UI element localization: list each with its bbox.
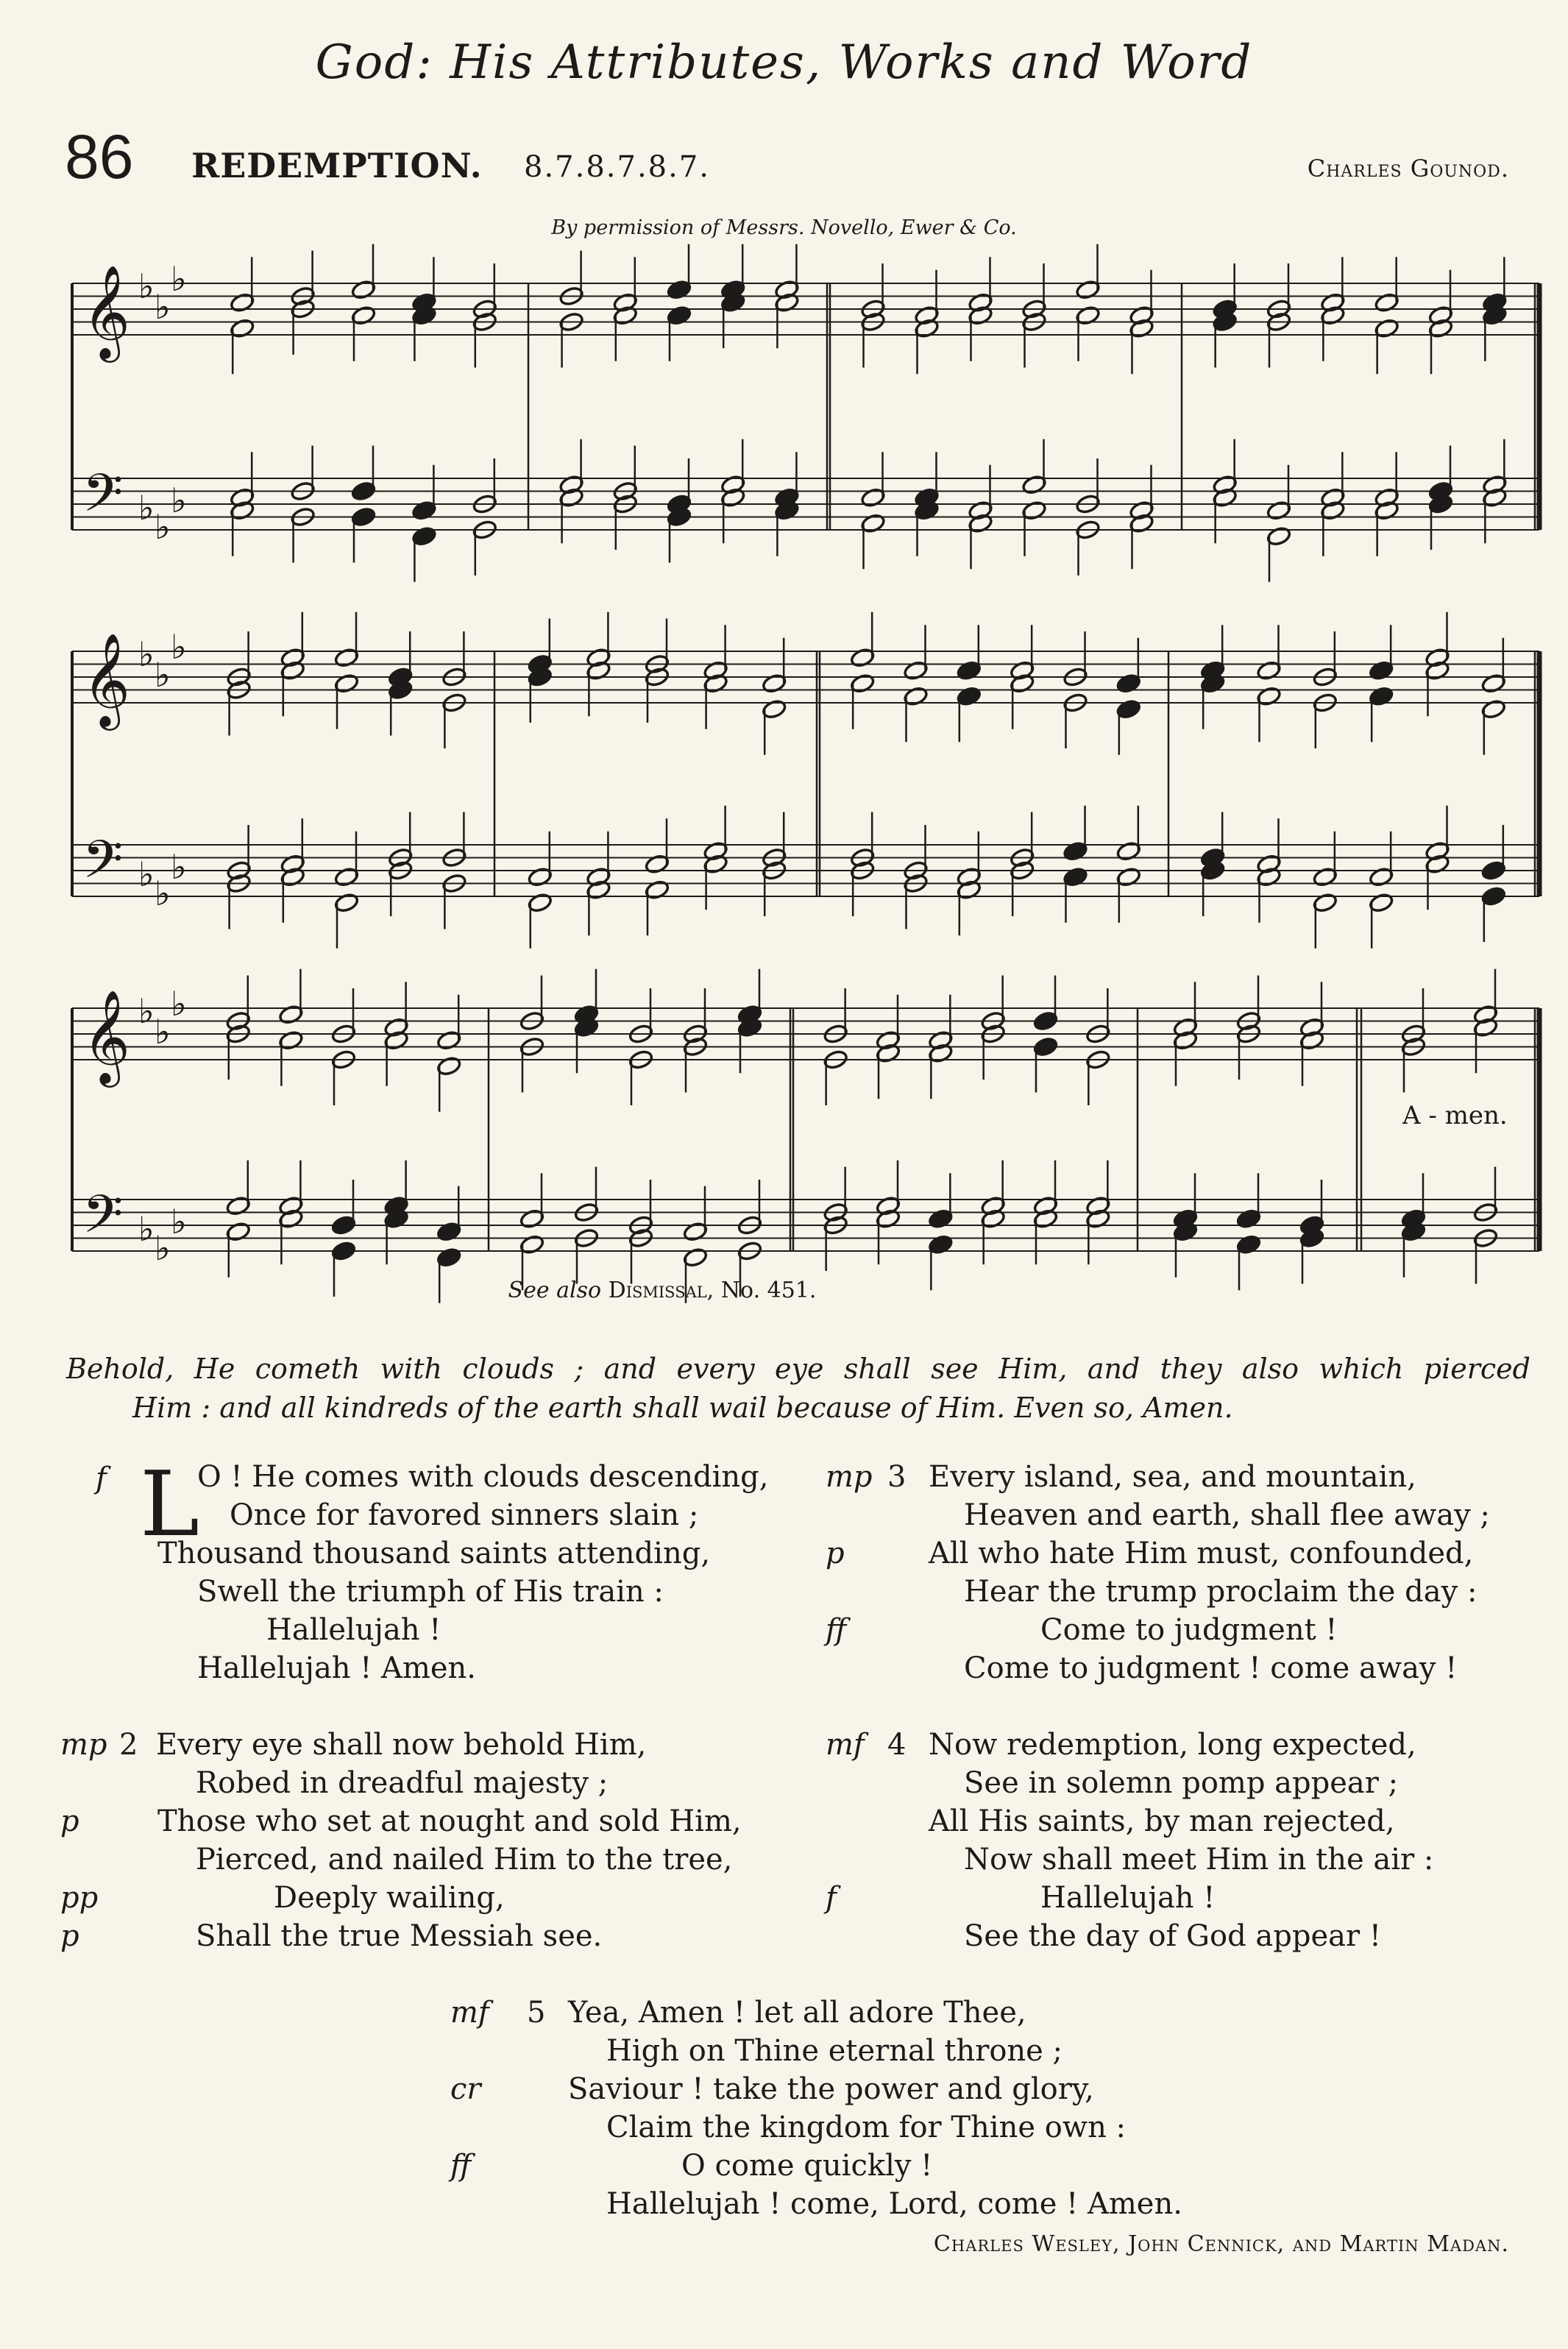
flat-sign: ♭ [155, 287, 171, 327]
verse-line: Robed in dreadful majesty ; [196, 1766, 609, 1800]
verse-line: Deeply wailing, [274, 1881, 505, 1915]
amen-lyric: A - men. [1402, 1101, 1508, 1130]
flat-sign: ♭ [138, 991, 155, 1031]
flat-sign: ♭ [171, 259, 187, 299]
dynamic-mark: cr [450, 2072, 481, 2106]
verse-line: Shall the true Messiah see. [196, 1919, 603, 1953]
meter: 8.7.8.7.8.7. [524, 150, 710, 184]
dynamic-mark: ff [450, 2149, 472, 2183]
see-also-tune: Dismissal, [608, 1278, 714, 1303]
verse-line: Every island, sea, and mountain, [929, 1460, 1416, 1494]
verse-number: 2 [119, 1728, 138, 1762]
dynamic-mark: p [60, 1804, 79, 1838]
verse-line: Pierced, and nailed Him to the tree, [196, 1843, 733, 1877]
flat-sign: ♭ [171, 627, 187, 667]
bass-clef: 𝄢 [82, 829, 124, 903]
verse-line: Hallelujah ! [266, 1613, 441, 1647]
composer: Charles Gounod. [1307, 155, 1509, 183]
section-title: God: His Attributes, Works and Word [315, 35, 1253, 90]
dynamic-mark: mf [826, 1728, 865, 1762]
verse-line: Come to judgment ! come away ! [964, 1651, 1458, 1685]
verse-line: See the day of God appear ! [964, 1919, 1381, 1953]
flat-sign: ♭ [155, 1012, 171, 1052]
see-also-prefix: See also [508, 1278, 602, 1303]
verse-line: Hear the trump proclaim the day : [964, 1575, 1477, 1609]
flat-sign: ♭ [138, 488, 155, 528]
flat-sign: ♭ [171, 1202, 187, 1241]
flat-sign: ♭ [155, 874, 171, 913]
dynamic-mark: f [826, 1881, 837, 1915]
treble-clef: 𝄞 [82, 989, 131, 1083]
authors: Charles Wesley, John Cennick, and Martin Madan. [933, 2231, 1509, 2257]
verse-line: Hallelujah ! [1040, 1881, 1216, 1915]
flat-sign: ♭ [171, 984, 187, 1024]
dynamic-mark: mp [60, 1728, 107, 1762]
verse-line: Thousand thousand saints attending, [157, 1537, 711, 1570]
dynamic-mark: pp [60, 1881, 99, 1915]
verse-line: Come to judgment ! [1040, 1613, 1338, 1647]
flat-sign: ♭ [138, 1209, 155, 1249]
verse-line: Swell the triumph of His train : [197, 1575, 664, 1609]
see-also-note [0, 1278, 1324, 1303]
verse-line: Claim the kingdom for Thine own : [606, 2111, 1127, 2144]
flat-sign: ♭ [155, 1228, 171, 1268]
verse-line: O come quickly ! [681, 2149, 933, 2183]
dynamic-mark: ff [826, 1613, 847, 1647]
flat-sign: ♭ [155, 655, 171, 695]
tune-name: REDEMPTION. [191, 146, 483, 185]
verse-line: Now shall meet Him in the air : [964, 1843, 1434, 1877]
verse-line: Heaven and earth, shall flee away ; [964, 1498, 1490, 1532]
verse-number: 3 [887, 1460, 907, 1494]
dynamic-mark: f [96, 1462, 107, 1495]
verse-line: Saviour ! take the power and glory, [568, 2072, 1094, 2106]
dynamic-mark: mf [450, 1996, 489, 2030]
flat-sign: ♭ [138, 854, 155, 894]
dynamic-mark: mp [826, 1460, 873, 1494]
bass-clef: 𝄢 [82, 463, 124, 536]
verse-line: Yea, Amen ! let all adore Thee, [568, 1996, 1026, 2030]
flat-sign: ♭ [155, 507, 171, 547]
flat-sign: ♭ [138, 634, 155, 674]
verse-line: See in solemn pomp appear ; [964, 1766, 1399, 1800]
treble-clef: 𝄞 [82, 632, 131, 726]
verse-line: Hallelujah ! Amen. [197, 1651, 477, 1685]
verse-line: Those who set at nought and sold Him, [157, 1804, 742, 1838]
verse-line: O ! He comes with clouds descending, [197, 1460, 769, 1494]
verse-line: All who hate Him must, confounded, [929, 1537, 1474, 1570]
treble-clef: 𝄞 [82, 264, 131, 358]
epigraph-line-2: Him : and all kindreds of the earth shall wail because of Him. Even so, Amen. [132, 1392, 1233, 1424]
flat-sign: ♭ [138, 266, 155, 306]
flat-sign: ♭ [171, 481, 187, 520]
verse-number: 5 [527, 1996, 546, 2030]
drop-cap: L [140, 1452, 200, 1556]
verse-line: Every eye shall now behold Him, [156, 1728, 647, 1762]
dynamic-mark: p [826, 1537, 845, 1570]
bass-clef: 𝄢 [82, 1184, 124, 1258]
hymn-number: 86 [65, 122, 134, 191]
verse-line: High on Thine eternal throne ; [606, 2034, 1063, 2068]
see-also-number: No. 451. [720, 1278, 817, 1303]
dynamic-mark: p [60, 1919, 79, 1953]
flat-sign: ♭ [171, 847, 187, 887]
epigraph-line-1: Behold, He cometh with clouds ; and every eye shall see Him, and they also which pierced [66, 1353, 1530, 1385]
verse-line: Hallelujah ! come, Lord, come ! Amen. [606, 2187, 1182, 2221]
verse-line: All His saints, by man rejected, [929, 1804, 1395, 1838]
permission-note: By permission of Messrs. Novello, Ewer & Co. [551, 216, 1017, 239]
verse-line: Now redemption, long expected, [929, 1728, 1416, 1762]
verse-number: 4 [887, 1728, 907, 1762]
verse-line: Once for favored sinners slain ; [230, 1498, 699, 1532]
